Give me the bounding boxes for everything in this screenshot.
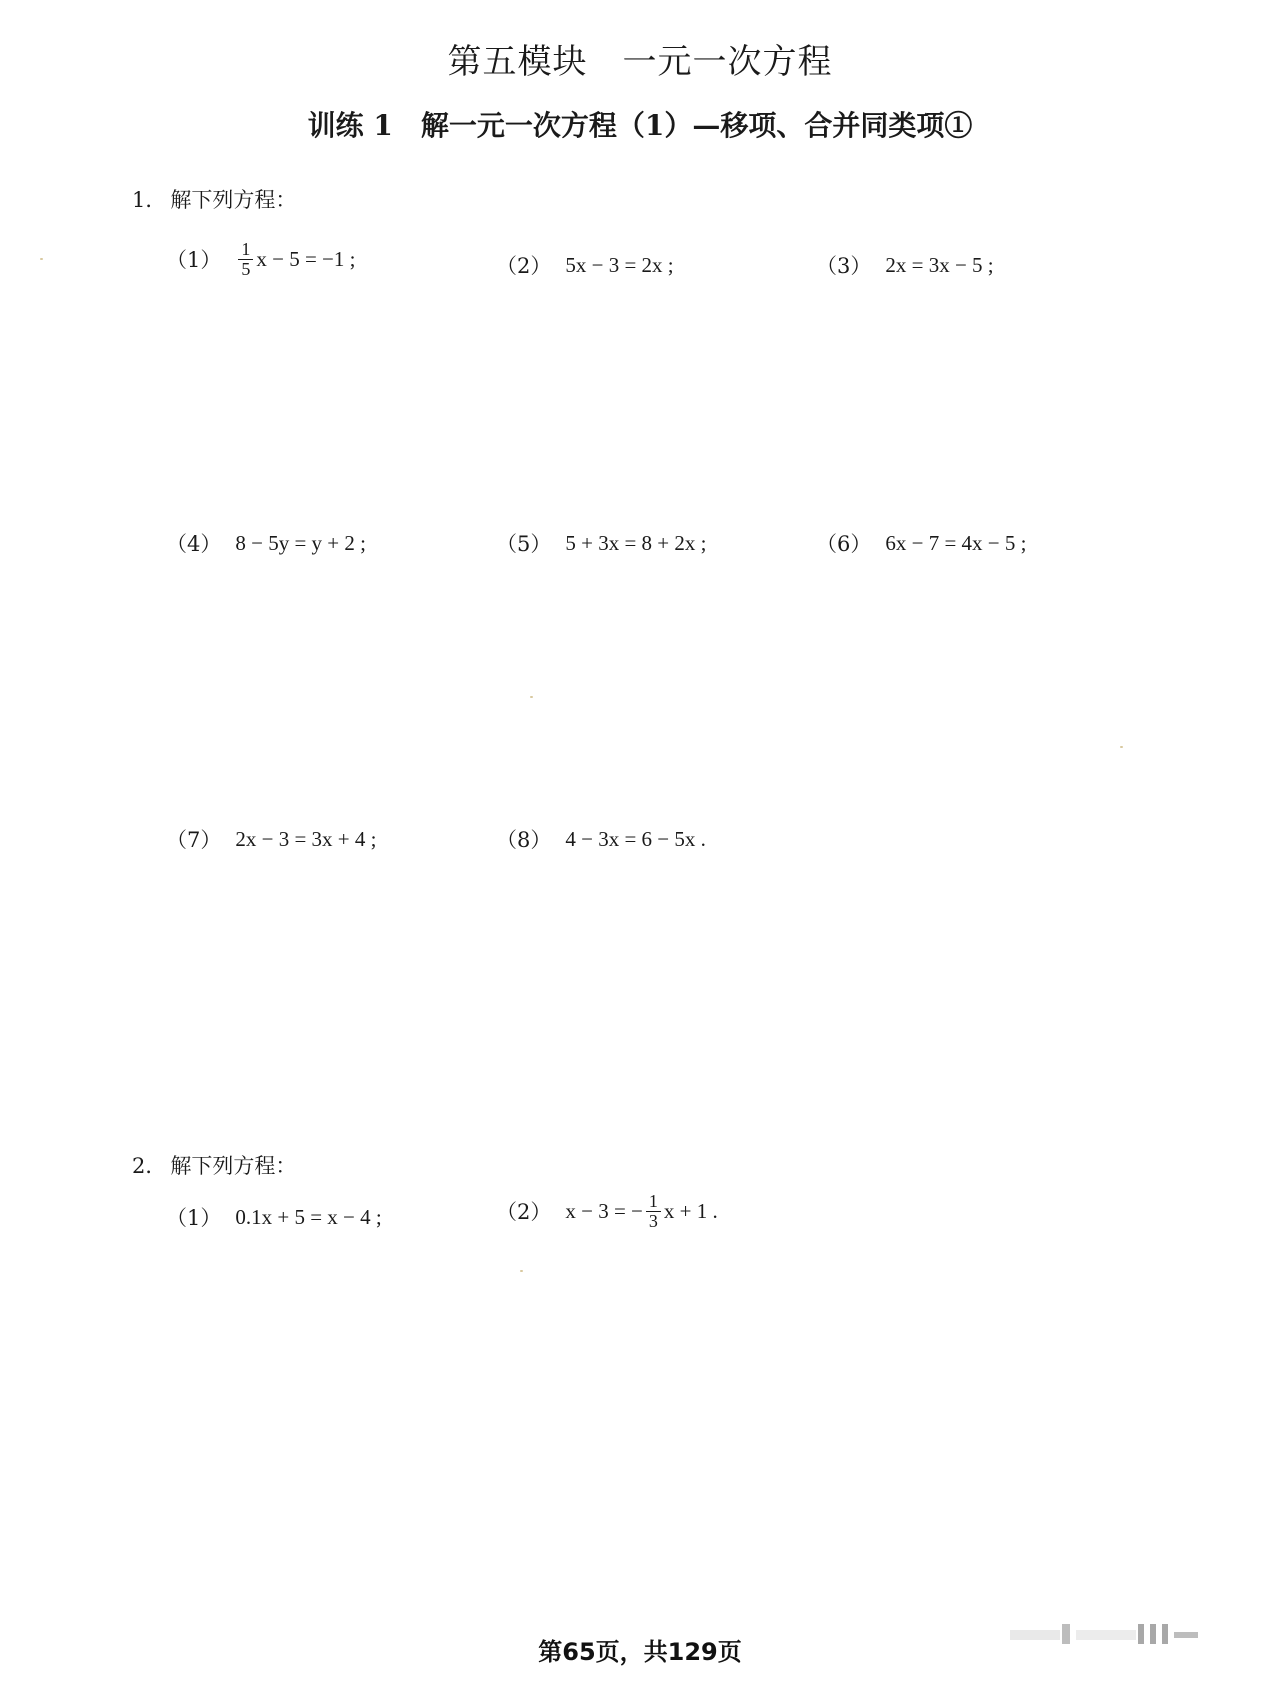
fraction-denominator: 5 [241,258,251,279]
problem-1-1 [166,240,356,279]
problem-label: （1） [166,1206,222,1230]
section-1-text: 解下列方程： [170,188,297,212]
section-2-heading [132,1150,296,1180]
scan-speck [40,258,43,260]
problem-1-3 [816,250,994,280]
problem-label: （2） [496,254,552,278]
section-2-number: 2． [132,1154,167,1178]
page-footer: 第65页，共129页 [538,1638,742,1666]
equation-text: x − 5 = −1 ; [256,246,356,271]
equation-text: 4 − 3x = 6 − 5x . [565,826,706,851]
problem-label: （3） [816,254,872,278]
equation-text: 0.1x + 5 = x − 4 ; [235,1204,382,1229]
problem-label: （4） [166,532,222,556]
scan-speck [1120,746,1123,748]
scan-speck [520,1270,523,1272]
problem-label: （7） [166,828,222,852]
problem-label: （8） [496,828,552,852]
fraction [646,1192,661,1231]
problem-2-2 [496,1192,718,1231]
problem-2-1 [166,1202,382,1232]
lesson-title: 训练 1 解一元一次方程（1）—移项、合并同类项① [307,109,973,142]
problem-label: （5） [496,532,552,556]
equation-text: 6x − 7 = 4x − 5 ; [885,530,1027,555]
problem-1-6 [816,528,1027,558]
fraction [238,240,253,279]
fraction-numerator: 1 [238,240,253,260]
equation-lhs: x − 3 = − [565,1198,643,1223]
problem-label: （2） [496,1200,552,1225]
section-2-text: 解下列方程： [170,1154,297,1178]
equation-text: 5 + 3x = 8 + 2x ; [565,530,707,555]
equation-text: 5x − 3 = 2x ; [565,252,674,277]
scan-speck [530,696,533,698]
equation [235,240,355,279]
problem-label: （6） [816,532,872,556]
section-1-heading [132,184,296,214]
problem-1-2 [496,250,674,280]
problem-1-4 [166,528,366,558]
module-title: 第五模块 一元一次方程 [447,42,833,82]
problem-1-7 [166,824,377,854]
problem-1-8 [496,824,706,854]
equation-rhs: x + 1 . [663,1198,718,1223]
problem-label: （1） [166,248,222,273]
fraction-denominator: 3 [648,1210,658,1231]
equation-text: 8 − 5y = y + 2 ; [235,530,366,555]
fraction-numerator: 1 [646,1192,661,1212]
problem-1-5 [496,528,707,558]
equation [565,1192,717,1231]
equation-text: 2x = 3x − 5 ; [885,252,994,277]
section-1-number: 1． [132,188,167,212]
equation-text: 2x − 3 = 3x + 4 ; [235,826,377,851]
